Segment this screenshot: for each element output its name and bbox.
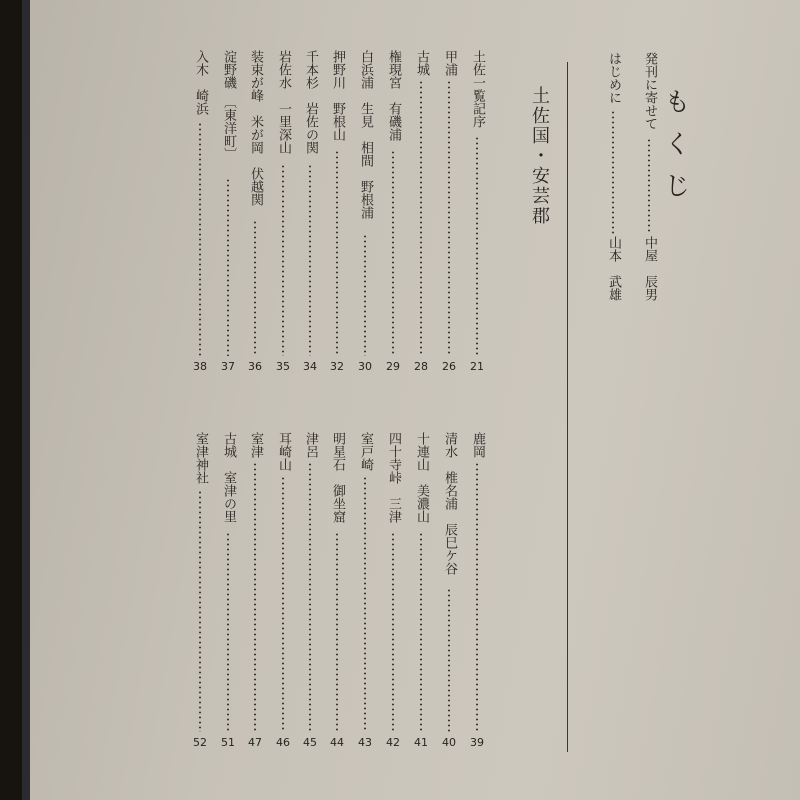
toc-entry-label: 四十寺峠 三津 — [386, 432, 401, 523]
leader-dots — [448, 80, 450, 356]
toc-entry-label: 甲浦 — [442, 50, 457, 76]
toc-entry-page: 41 — [414, 736, 428, 749]
front-label: 発刊に寄せて — [642, 52, 657, 130]
toc-entry-page: 44 — [330, 736, 344, 749]
toc-entry-label: 装束が峰 米が岡 伏越関 — [248, 50, 263, 206]
leader-dots — [364, 234, 366, 356]
toc-entry-label: 鹿岡 — [470, 432, 485, 458]
leader-dots — [476, 462, 478, 732]
leader-dots — [612, 110, 614, 234]
leader-dots — [282, 164, 284, 356]
toc-entry-page: 26 — [442, 360, 456, 373]
leader-dots — [199, 122, 201, 356]
toc-entry-label: 権現宮 有磯浦 — [386, 50, 401, 141]
toc-entry-label: 押野川 野根山 — [330, 50, 345, 141]
front-label: はじめに — [606, 52, 621, 104]
leader-dots — [448, 588, 450, 732]
toc-entry-page: 28 — [414, 360, 428, 373]
toc-entry-page: 37 — [221, 360, 235, 373]
leader-dots — [336, 150, 338, 356]
toc-entry-page: 21 — [470, 360, 484, 373]
toc-entry-label: 室津 — [248, 432, 263, 458]
book-spine — [22, 0, 30, 800]
toc-entry-label: 古城 — [414, 50, 429, 76]
toc-entry-label: 室戸崎 — [358, 432, 373, 471]
leader-dots — [227, 178, 229, 356]
leader-dots — [648, 138, 650, 234]
toc-entry-page: 30 — [358, 360, 372, 373]
leader-dots — [420, 80, 422, 356]
toc-entry-label: 津呂 — [303, 432, 318, 458]
toc-entry-label: 千本杉 岩佐の関 — [303, 50, 318, 154]
toc-entry-page: 35 — [276, 360, 290, 373]
toc-entry-label: 入木 崎浜 — [193, 50, 208, 115]
toc-entry-page: 52 — [193, 736, 207, 749]
toc-entry-label: 清水 椎名浦 辰巳ケ谷 — [442, 432, 457, 575]
toc-title: もくじ — [660, 88, 690, 214]
leader-dots — [309, 164, 311, 356]
toc-entry-page: 34 — [303, 360, 317, 373]
toc-entry-label: 室津神社 — [193, 432, 208, 484]
leader-dots — [392, 532, 394, 732]
leader-dots — [199, 490, 201, 732]
toc-entry-page: 51 — [221, 736, 235, 749]
toc-entry-label: 淀野磯 〔東洋町〕 — [221, 50, 236, 161]
toc-entry-label: 白浜浦 生見 相間 野根浦 — [358, 50, 373, 219]
front-author: 中屋 辰男 — [642, 236, 657, 301]
leader-dots — [392, 150, 394, 356]
leader-dots — [336, 532, 338, 732]
toc-entry-label: 明星石 御坐窟 — [330, 432, 345, 523]
front-author: 山本 武雄 — [606, 236, 621, 301]
toc-entry-page: 46 — [276, 736, 290, 749]
leader-dots — [254, 462, 256, 732]
toc-entry-page: 39 — [470, 736, 484, 749]
toc-entry-page: 45 — [303, 736, 317, 749]
leader-dots — [476, 136, 478, 356]
section-title: 土佐国・安芸郡 — [529, 86, 550, 226]
toc-entry-page: 32 — [330, 360, 344, 373]
toc-entry-label: 古城 室津の里 — [221, 432, 236, 523]
toc-entry-label: 岩佐水 一里深山 — [276, 50, 291, 154]
toc-entry-page: 36 — [248, 360, 262, 373]
leader-dots — [309, 462, 311, 732]
toc-entry-page: 40 — [442, 736, 456, 749]
toc-entry-label: 耳崎山 — [276, 432, 291, 471]
toc-entry-label: 土佐一覧記序 — [470, 50, 485, 128]
leader-dots — [282, 476, 284, 732]
toc-entry-page: 42 — [386, 736, 400, 749]
toc-entry-page: 43 — [358, 736, 372, 749]
leader-dots — [364, 476, 366, 732]
leader-dots — [227, 532, 229, 732]
toc-entry-page: 47 — [248, 736, 262, 749]
leader-dots — [420, 532, 422, 732]
leader-dots — [254, 220, 256, 356]
toc-entry-page: 38 — [193, 360, 207, 373]
book-page — [22, 0, 800, 800]
toc-entry-page: 29 — [386, 360, 400, 373]
section-rule-vertical — [567, 62, 568, 752]
toc-entry-label: 十連山 美濃山 — [414, 432, 429, 523]
